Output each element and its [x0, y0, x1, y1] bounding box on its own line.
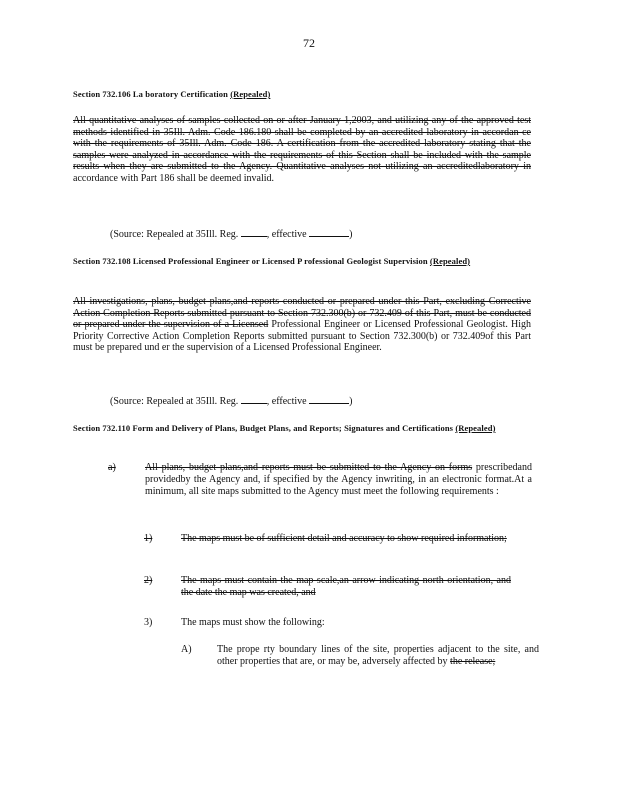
plain-text: accordance with Part 186 shall be deemed invalid.: [73, 172, 275, 184]
subsection-a: [108, 462, 532, 522]
source-suffix: ): [349, 229, 353, 240]
struck-text: All plans, budget plans,and reports must be submitted to the Agency on forms: [145, 462, 473, 473]
item-text: The maps must show the following:: [181, 617, 325, 628]
plain-text: The prope rty boundary lines of the site, properties adjacent to the site, and other properties that are, or may be, adversely affected by: [217, 644, 539, 667]
source-prefix: (Source: Repealed at 35Ill. Reg.: [110, 229, 239, 240]
item-label: 3): [144, 617, 153, 628]
list-item: [144, 575, 532, 601]
section-heading-732-108: [73, 255, 523, 268]
repealed-tag: (Repealed): [455, 423, 496, 433]
blank-line: [309, 394, 349, 404]
section-heading-title: Section 732.108 Licensed Professional Engineer or Licensed P rofessional Geologist Supervision: [73, 256, 428, 266]
section-heading-732-106: [73, 88, 523, 101]
struck-text: All quantitative analyses of samples collected on or after January 1,2003, and utilizing any of the approved test methods identified in 35Ill. Adm. Code 186.180 shall be completed by an accredited laboratory in accordan ce with the requirements of 35Ill. Adm. Code 186. A certification from the accredited laboratory stating that the samples were analyzed in accordance with the requirements of this Section shall be included with the sample results when they are submitted to the Agency. Quantitative analyses not utilizing an accreditedlaboratory in: [73, 115, 531, 172]
list-item: [144, 617, 532, 631]
item-label: 1): [144, 533, 153, 544]
list-item: [144, 533, 532, 559]
source-prefix: (Source: Repealed at 35Ill. Reg.: [110, 396, 239, 407]
plain-text: prescribedand providedby the Agency and, if specified by the Agency inwriting, in an electronic format.At a minimum, all site maps submitted to the Agency must meet the following requirements :: [145, 462, 532, 497]
source-mid: , effective: [266, 396, 307, 407]
sub-item-label: A): [181, 644, 192, 655]
section-heading-title: Section 732.106 La boratory Certification: [73, 89, 228, 99]
section-heading-title: Section 732.110 Form and Delivery of Plans, Budget Plans, and Reports; Signatures and Certifications: [73, 423, 454, 433]
item-text: The maps must contain the map scale,an arrow indicating north orientation, and the date the map was created, and: [181, 575, 511, 598]
repealed-tag: (Repealed): [230, 89, 271, 99]
repealed-tag: (Repealed): [429, 256, 471, 266]
section-heading-732-110: [73, 422, 523, 435]
sub-item-text: [217, 644, 539, 668]
source-suffix: ): [349, 396, 353, 407]
page-number: 72: [303, 36, 315, 50]
blank-line: [241, 394, 267, 404]
source-note-732-108: [110, 394, 430, 408]
struck-text: the release;: [450, 656, 496, 667]
plain-text: Professional Engineer or Licensed Professional Geologist. High Priority Corrective Action Completion Reports submitted pursuant to Section 732.300(b) or 732.409of this Part must be prepared und er the supervision of a Licensed Professional Engineer.: [73, 319, 532, 353]
struck-text: All investigations, plans, budget plans,and reports conducted or prepared under this Part, excluding Corrective Action Completion Reports submitted pursuant to Section 732.300(b) or 732.409 of this Part, must be conducted or prepared under the supervision of a Licensed: [73, 296, 531, 330]
section-paragraph-732-106: [73, 115, 531, 184]
sub-item-a: [181, 644, 541, 684]
subsection-label: a): [108, 462, 116, 473]
source-note-732-106: [110, 227, 430, 241]
item-text: The maps must be of sufficient detail and accuracy to show required information;: [181, 533, 507, 544]
blank-line: [241, 227, 267, 237]
section-paragraph-732-108: [73, 296, 531, 354]
subsection-text: [145, 462, 532, 498]
source-mid: , effective: [266, 229, 307, 240]
item-label: 2): [144, 575, 153, 586]
blank-line: [309, 227, 349, 237]
